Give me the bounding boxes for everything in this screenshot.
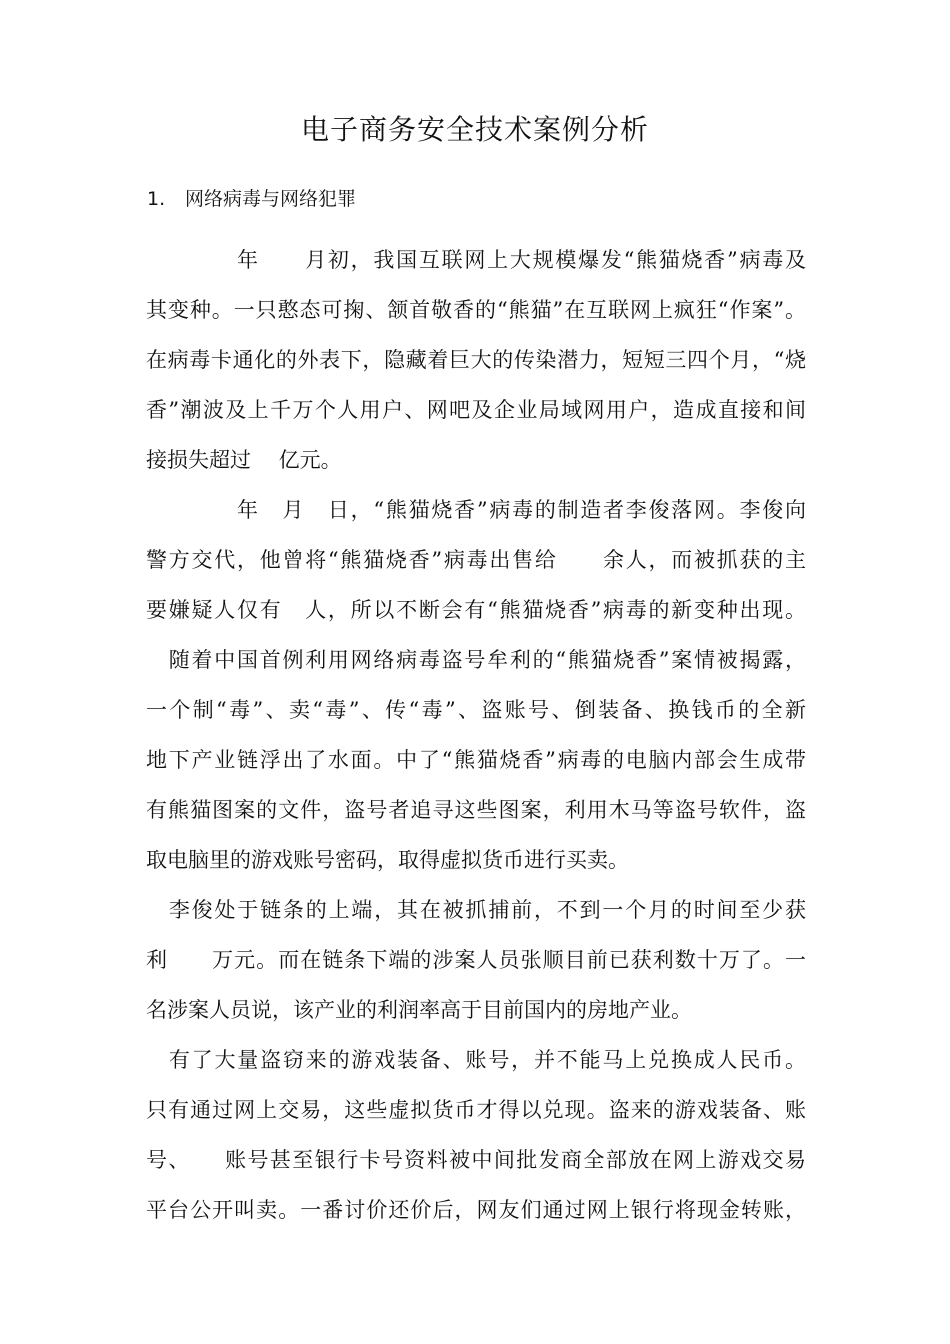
body-line: 只有通过网上交易，这些虚拟货币才得以兑现。盗来的游戏装备、账 — [146, 1098, 806, 1122]
section-heading — [147, 183, 356, 215]
body-line: 年 月 日，“熊猫烧香”病毒的制造者李俊落网。李俊向 — [146, 498, 806, 522]
body-line: 一个制“毒”、卖“毒”、传“毒”、盗账号、倒装备、换钱币的全新 — [146, 698, 806, 722]
body-line: 取电脑里的游戏账号密码，取得虚拟货币进行买卖。 — [146, 848, 629, 872]
body-line: 平台公开叫卖。一番讨价还价后，网友们通过网上银行将现金转账， — [146, 1198, 806, 1222]
body-line: 要嫌疑人仅有 人，所以不断会有“熊猫烧香”病毒的新变种出现。 — [146, 598, 806, 622]
body-line: 有熊猫图案的文件，盗号者追寻这些图案，利用木马等盗号软件，盗 — [146, 798, 806, 822]
body-line: 年 月初，我国互联网上大规模爆发“熊猫烧香”病毒及 — [146, 248, 806, 272]
body-line: 随着中国首例利用网络病毒盗号牟利的“熊猫烧香”案情被揭露， — [146, 648, 806, 672]
body-line: 香”潮波及上千万个人用户、网吧及企业局域网用户，造成直接和间 — [146, 398, 806, 422]
body-line: 警方交代，他曾将“熊猫烧香”病毒出售给 余人，而被抓获的主 — [146, 548, 806, 572]
body-line: 地下产业链浮出了水面。中了“熊猫烧香”病毒的电脑内部会生成带 — [146, 748, 806, 772]
document-title: 电子商务安全技术案例分析 — [300, 113, 649, 146]
body-line: 接损失超过 亿元。 — [146, 448, 342, 472]
body-line: 有了大量盗窃来的游戏装备、账号，并不能马上兑换成人民币。 — [146, 1048, 806, 1072]
body-line: 其变种。一只憨态可掬、颔首敬香的“熊猫”在互联网上疯狂“作案”。 — [146, 298, 806, 322]
body-line: 号、 账号甚至银行卡号资料被中间批发商全部放在网上游戏交易 — [146, 1148, 806, 1172]
section-heading-text: 网络病毒与网络犯罪 — [185, 188, 357, 210]
section-number: 1. — [147, 188, 166, 210]
body-line: 利 万元。而在链条下端的涉案人员张顺目前已获利数十万了。一 — [146, 948, 806, 972]
body-line: 李俊处于链条的上端，其在被抓捕前，不到一个月的时间至少获 — [146, 898, 806, 922]
body-line: 名涉案人员说，该产业的利润率高于目前国内的房地产业。 — [146, 998, 692, 1022]
body-line: 在病毒卡通化的外表下，隐藏着巨大的传染潜力，短短三四个月，“烧 — [146, 348, 806, 372]
